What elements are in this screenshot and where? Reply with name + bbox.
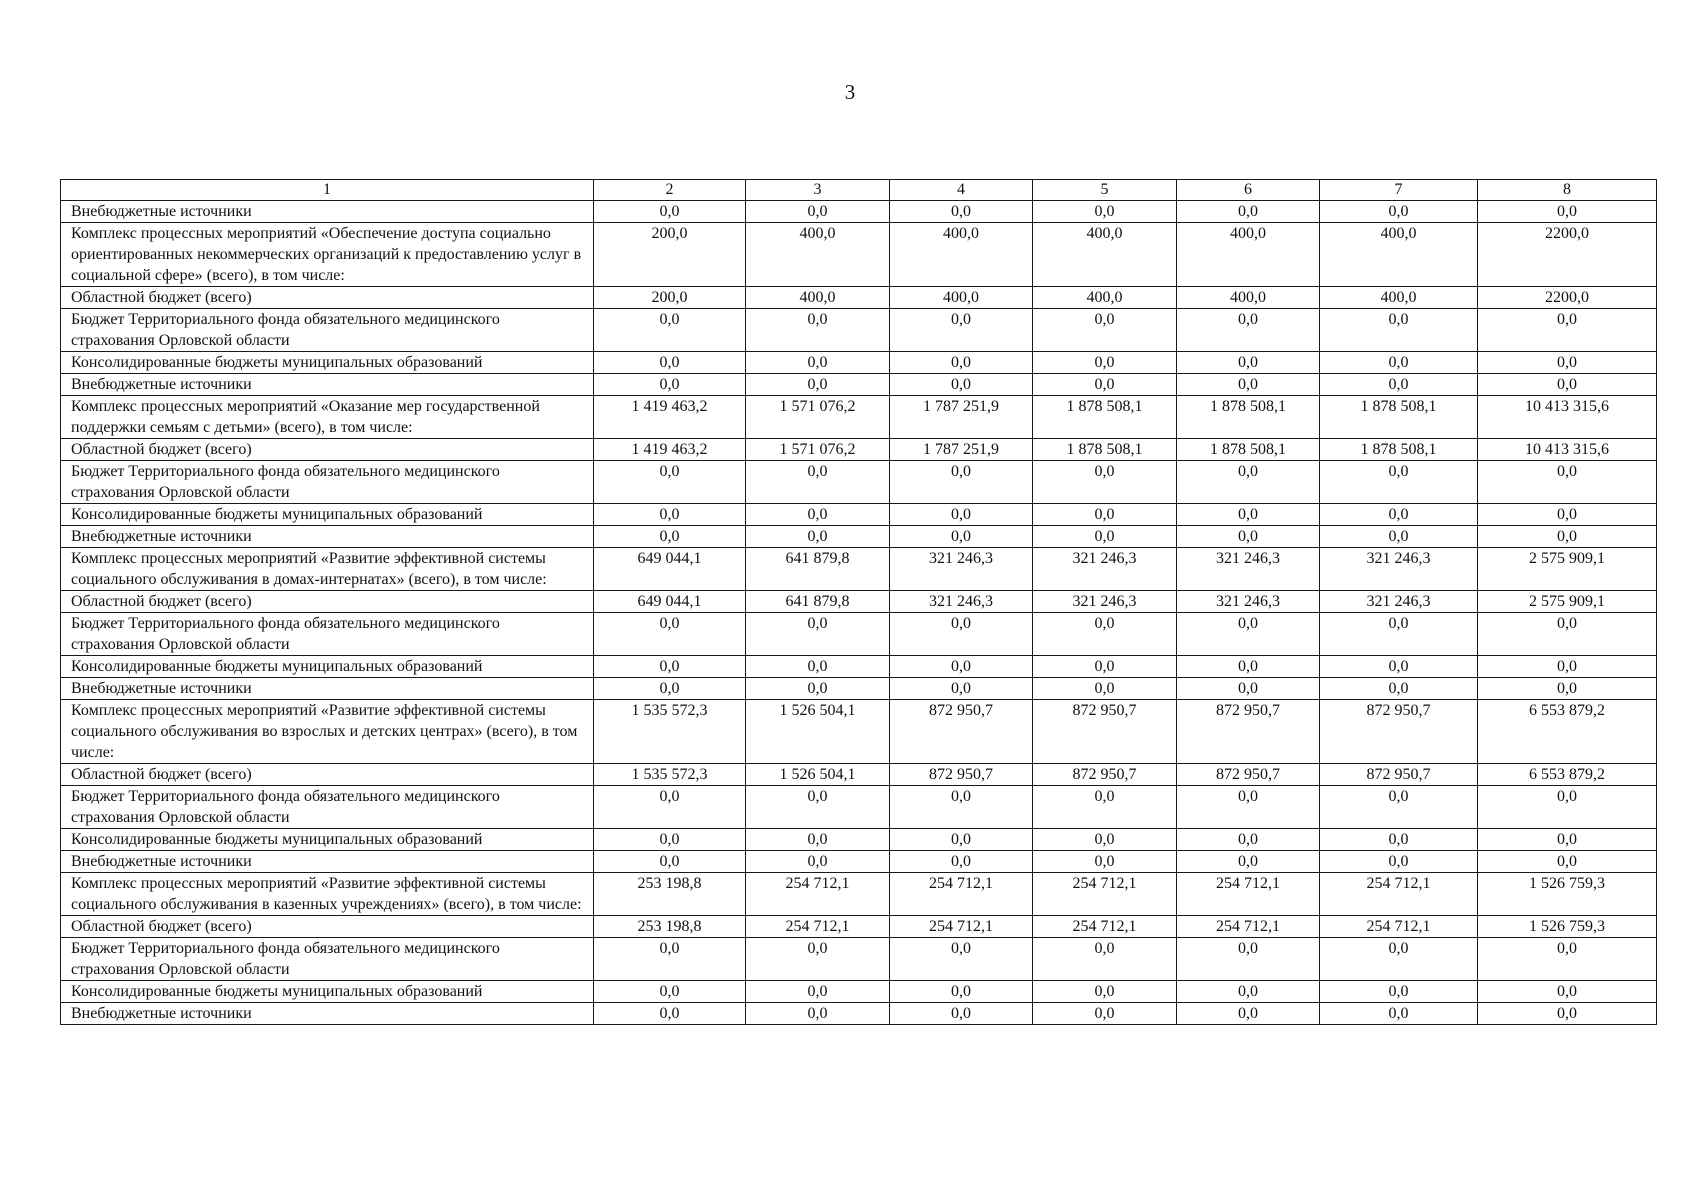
value-cell: 0,0 — [1033, 374, 1177, 396]
value-cell: 400,0 — [746, 223, 890, 287]
value-cell: 0,0 — [1320, 526, 1478, 548]
value-cell: 400,0 — [1177, 223, 1320, 287]
value-cell: 1 878 508,1 — [1320, 396, 1478, 439]
value-cell: 321 246,3 — [1033, 548, 1177, 591]
table-row — [61, 938, 1657, 981]
column-number-header: 4 — [890, 180, 1033, 201]
value-cell: 0,0 — [594, 829, 746, 851]
value-cell: 321 246,3 — [1320, 548, 1478, 591]
value-cell: 0,0 — [1320, 309, 1478, 352]
value-cell: 0,0 — [1320, 981, 1478, 1003]
value-cell: 0,0 — [1478, 829, 1657, 851]
value-cell: 0,0 — [1320, 1003, 1478, 1025]
row-label: Внебюджетные источники — [61, 201, 594, 223]
value-cell: 0,0 — [890, 851, 1033, 873]
value-cell: 1 526 504,1 — [746, 700, 890, 764]
value-cell: 0,0 — [746, 1003, 890, 1025]
value-cell: 872 950,7 — [1033, 764, 1177, 786]
table-row — [61, 287, 1657, 309]
value-cell: 649 044,1 — [594, 548, 746, 591]
value-cell: 0,0 — [1177, 504, 1320, 526]
row-label: Комплекс процессных мероприятий «Оказание мер государственной поддержки семьям с детьми» (всего), в том числе: — [61, 396, 594, 439]
column-number-header: 3 — [746, 180, 890, 201]
table-row — [61, 396, 1657, 439]
value-cell: 0,0 — [890, 309, 1033, 352]
value-cell: 0,0 — [746, 526, 890, 548]
value-cell: 0,0 — [594, 786, 746, 829]
row-label: Комплекс процессных мероприятий «Развитие эффективной системы социального обслуживания в домах-интернатах» (всего), в том числе: — [61, 548, 594, 591]
value-cell: 400,0 — [890, 223, 1033, 287]
row-label: Комплекс процессных мероприятий «Развитие эффективной системы социального обслуживания во взрослых и детских центрах» (всего), в том числе: — [61, 700, 594, 764]
table-row — [61, 786, 1657, 829]
value-cell: 0,0 — [1478, 526, 1657, 548]
value-cell: 0,0 — [594, 1003, 746, 1025]
table-row — [61, 309, 1657, 352]
value-cell: 0,0 — [1033, 786, 1177, 829]
value-cell: 0,0 — [890, 656, 1033, 678]
table-row — [61, 764, 1657, 786]
column-number-header: 7 — [1320, 180, 1478, 201]
value-cell: 0,0 — [890, 352, 1033, 374]
value-cell: 253 198,8 — [594, 916, 746, 938]
value-cell: 0,0 — [594, 352, 746, 374]
row-label: Областной бюджет (всего) — [61, 764, 594, 786]
row-label: Консолидированные бюджеты муниципальных образований — [61, 504, 594, 526]
row-label: Бюджет Территориального фонда обязательного медицинского страхования Орловской области — [61, 309, 594, 352]
budget-table — [60, 179, 1657, 1025]
row-label: Внебюджетные источники — [61, 678, 594, 700]
value-cell: 0,0 — [1177, 938, 1320, 981]
value-cell: 0,0 — [1478, 1003, 1657, 1025]
value-cell: 0,0 — [746, 656, 890, 678]
value-cell: 0,0 — [1177, 786, 1320, 829]
value-cell: 0,0 — [1177, 352, 1320, 374]
value-cell: 0,0 — [1033, 678, 1177, 700]
value-cell: 872 950,7 — [890, 764, 1033, 786]
value-cell: 0,0 — [890, 201, 1033, 223]
row-label: Областной бюджет (всего) — [61, 439, 594, 461]
value-cell: 0,0 — [746, 678, 890, 700]
value-cell: 0,0 — [746, 851, 890, 873]
value-cell: 0,0 — [1478, 374, 1657, 396]
table-row — [61, 439, 1657, 461]
value-cell: 0,0 — [594, 678, 746, 700]
column-number-header: 2 — [594, 180, 746, 201]
value-cell: 254 712,1 — [1177, 916, 1320, 938]
value-cell: 0,0 — [1177, 656, 1320, 678]
column-number-header: 6 — [1177, 180, 1320, 201]
value-cell: 321 246,3 — [1177, 591, 1320, 613]
value-cell: 0,0 — [594, 938, 746, 981]
table-row — [61, 1003, 1657, 1025]
value-cell: 1 419 463,2 — [594, 396, 746, 439]
value-cell: 0,0 — [1177, 1003, 1320, 1025]
row-label: Областной бюджет (всего) — [61, 591, 594, 613]
value-cell: 872 950,7 — [1320, 764, 1478, 786]
value-cell: 0,0 — [746, 352, 890, 374]
value-cell: 0,0 — [1033, 829, 1177, 851]
value-cell: 0,0 — [1478, 201, 1657, 223]
value-cell: 0,0 — [1177, 201, 1320, 223]
value-cell: 0,0 — [1478, 981, 1657, 1003]
value-cell: 0,0 — [594, 374, 746, 396]
value-cell: 1 526 759,3 — [1478, 873, 1657, 916]
value-cell: 0,0 — [1033, 526, 1177, 548]
value-cell: 0,0 — [1033, 981, 1177, 1003]
value-cell: 0,0 — [890, 829, 1033, 851]
value-cell: 0,0 — [890, 613, 1033, 656]
column-number-header: 8 — [1478, 180, 1657, 201]
value-cell: 321 246,3 — [1177, 548, 1320, 591]
table-row — [61, 352, 1657, 374]
table-row — [61, 201, 1657, 223]
value-cell: 0,0 — [1478, 786, 1657, 829]
row-label: Бюджет Территориального фонда обязательного медицинского страхования Орловской области — [61, 938, 594, 981]
value-cell: 1 787 251,9 — [890, 439, 1033, 461]
value-cell: 1 787 251,9 — [890, 396, 1033, 439]
value-cell: 254 712,1 — [890, 916, 1033, 938]
value-cell: 400,0 — [890, 287, 1033, 309]
value-cell: 0,0 — [890, 504, 1033, 526]
value-cell: 1 526 759,3 — [1478, 916, 1657, 938]
value-cell: 0,0 — [1177, 526, 1320, 548]
value-cell: 0,0 — [1033, 1003, 1177, 1025]
row-label: Комплекс процессных мероприятий «Развитие эффективной системы социального обслуживания в казенных учреждениях» (всего), в том числе: — [61, 873, 594, 916]
table-row — [61, 851, 1657, 873]
value-cell: 6 553 879,2 — [1478, 700, 1657, 764]
value-cell: 0,0 — [1033, 504, 1177, 526]
row-label: Консолидированные бюджеты муниципальных образований — [61, 829, 594, 851]
column-number-header: 5 — [1033, 180, 1177, 201]
value-cell: 0,0 — [1478, 504, 1657, 526]
value-cell: 0,0 — [1177, 829, 1320, 851]
value-cell: 253 198,8 — [594, 873, 746, 916]
value-cell: 0,0 — [890, 1003, 1033, 1025]
table-row — [61, 829, 1657, 851]
row-label: Внебюджетные источники — [61, 1003, 594, 1025]
value-cell: 0,0 — [746, 613, 890, 656]
header-row — [61, 180, 1657, 201]
table-row — [61, 374, 1657, 396]
row-label: Внебюджетные источники — [61, 851, 594, 873]
value-cell: 0,0 — [1320, 201, 1478, 223]
value-cell: 0,0 — [1033, 352, 1177, 374]
table-row — [61, 873, 1657, 916]
value-cell: 0,0 — [890, 461, 1033, 504]
value-cell: 641 879,8 — [746, 548, 890, 591]
value-cell: 254 712,1 — [890, 873, 1033, 916]
table-body — [61, 201, 1657, 1025]
table-row — [61, 526, 1657, 548]
value-cell: 0,0 — [1177, 613, 1320, 656]
value-cell: 400,0 — [1320, 287, 1478, 309]
value-cell: 0,0 — [1478, 938, 1657, 981]
row-label: Областной бюджет (всего) — [61, 916, 594, 938]
value-cell: 0,0 — [1033, 201, 1177, 223]
value-cell: 0,0 — [746, 374, 890, 396]
value-cell: 0,0 — [746, 786, 890, 829]
value-cell: 254 712,1 — [1320, 873, 1478, 916]
value-cell: 321 246,3 — [890, 548, 1033, 591]
value-cell: 1 571 076,2 — [746, 396, 890, 439]
value-cell: 0,0 — [890, 938, 1033, 981]
value-cell: 400,0 — [746, 287, 890, 309]
row-label: Внебюджетные источники — [61, 526, 594, 548]
value-cell: 254 712,1 — [1033, 873, 1177, 916]
value-cell: 0,0 — [1320, 938, 1478, 981]
value-cell: 872 950,7 — [1320, 700, 1478, 764]
value-cell: 0,0 — [1320, 851, 1478, 873]
value-cell: 641 879,8 — [746, 591, 890, 613]
value-cell: 872 950,7 — [1033, 700, 1177, 764]
value-cell: 0,0 — [1320, 786, 1478, 829]
value-cell: 0,0 — [1177, 981, 1320, 1003]
table-row — [61, 916, 1657, 938]
value-cell: 649 044,1 — [594, 591, 746, 613]
value-cell: 0,0 — [1177, 309, 1320, 352]
value-cell: 0,0 — [1320, 678, 1478, 700]
value-cell: 200,0 — [594, 287, 746, 309]
value-cell: 10 413 315,6 — [1478, 396, 1657, 439]
value-cell: 254 712,1 — [746, 873, 890, 916]
value-cell: 0,0 — [594, 504, 746, 526]
value-cell: 0,0 — [1320, 352, 1478, 374]
value-cell: 400,0 — [1033, 287, 1177, 309]
row-label: Бюджет Территориального фонда обязательного медицинского страхования Орловской области — [61, 461, 594, 504]
value-cell: 400,0 — [1033, 223, 1177, 287]
value-cell: 0,0 — [746, 309, 890, 352]
table-row — [61, 223, 1657, 287]
value-cell: 0,0 — [1320, 613, 1478, 656]
value-cell: 0,0 — [890, 678, 1033, 700]
value-cell: 0,0 — [1478, 352, 1657, 374]
value-cell: 400,0 — [1320, 223, 1478, 287]
value-cell: 1 878 508,1 — [1033, 439, 1177, 461]
value-cell: 0,0 — [1320, 374, 1478, 396]
value-cell: 0,0 — [890, 526, 1033, 548]
value-cell: 0,0 — [1177, 461, 1320, 504]
value-cell: 2200,0 — [1478, 287, 1657, 309]
table-row — [61, 656, 1657, 678]
value-cell: 0,0 — [890, 374, 1033, 396]
value-cell: 1 878 508,1 — [1177, 396, 1320, 439]
row-label: Консолидированные бюджеты муниципальных образований — [61, 352, 594, 374]
value-cell: 1 571 076,2 — [746, 439, 890, 461]
value-cell: 321 246,3 — [890, 591, 1033, 613]
value-cell: 0,0 — [1478, 613, 1657, 656]
row-label: Бюджет Территориального фонда обязательного медицинского страхования Орловской области — [61, 613, 594, 656]
value-cell: 0,0 — [746, 201, 890, 223]
table-header — [61, 180, 1657, 201]
table-row — [61, 678, 1657, 700]
value-cell: 0,0 — [1177, 851, 1320, 873]
value-cell: 0,0 — [890, 981, 1033, 1003]
value-cell: 0,0 — [1320, 461, 1478, 504]
value-cell: 0,0 — [746, 981, 890, 1003]
value-cell: 0,0 — [746, 938, 890, 981]
value-cell: 0,0 — [1033, 613, 1177, 656]
value-cell: 1 878 508,1 — [1033, 396, 1177, 439]
value-cell: 0,0 — [594, 851, 746, 873]
value-cell: 0,0 — [1478, 851, 1657, 873]
value-cell: 400,0 — [1177, 287, 1320, 309]
value-cell: 0,0 — [594, 656, 746, 678]
value-cell: 0,0 — [1033, 309, 1177, 352]
value-cell: 254 712,1 — [1320, 916, 1478, 938]
value-cell: 0,0 — [746, 504, 890, 526]
value-cell: 872 950,7 — [890, 700, 1033, 764]
value-cell: 1 878 508,1 — [1320, 439, 1478, 461]
row-label: Областной бюджет (всего) — [61, 287, 594, 309]
value-cell: 0,0 — [1478, 678, 1657, 700]
table-row — [61, 461, 1657, 504]
value-cell: 0,0 — [1478, 461, 1657, 504]
value-cell: 0,0 — [594, 201, 746, 223]
row-label: Консолидированные бюджеты муниципальных образований — [61, 981, 594, 1003]
table-row — [61, 548, 1657, 591]
value-cell: 872 950,7 — [1177, 700, 1320, 764]
value-cell: 2200,0 — [1478, 223, 1657, 287]
value-cell: 0,0 — [746, 829, 890, 851]
value-cell: 0,0 — [594, 309, 746, 352]
value-cell: 0,0 — [1033, 656, 1177, 678]
value-cell: 0,0 — [1320, 829, 1478, 851]
value-cell: 0,0 — [1478, 656, 1657, 678]
row-label: Комплекс процессных мероприятий «Обеспечение доступа социально ориентированных некоммерческих организаций к предоставлению услуг в социальной сфере» (всего), в том числе: — [61, 223, 594, 287]
row-label: Бюджет Территориального фонда обязательного медицинского страхования Орловской области — [61, 786, 594, 829]
value-cell: 1 419 463,2 — [594, 439, 746, 461]
value-cell: 0,0 — [1177, 374, 1320, 396]
table-row — [61, 700, 1657, 764]
value-cell: 6 553 879,2 — [1478, 764, 1657, 786]
value-cell: 0,0 — [1478, 309, 1657, 352]
value-cell: 0,0 — [1033, 938, 1177, 981]
value-cell: 321 246,3 — [1320, 591, 1478, 613]
table-row — [61, 613, 1657, 656]
table-row — [61, 981, 1657, 1003]
page-number: 3 — [844, 80, 856, 104]
value-cell: 2 575 909,1 — [1478, 548, 1657, 591]
value-cell: 1 526 504,1 — [746, 764, 890, 786]
value-cell: 254 712,1 — [746, 916, 890, 938]
value-cell: 0,0 — [1320, 656, 1478, 678]
table-row — [61, 591, 1657, 613]
value-cell: 0,0 — [1320, 504, 1478, 526]
table-row — [61, 504, 1657, 526]
value-cell: 0,0 — [890, 786, 1033, 829]
value-cell: 1 878 508,1 — [1177, 439, 1320, 461]
value-cell: 200,0 — [594, 223, 746, 287]
value-cell: 1 535 572,3 — [594, 764, 746, 786]
value-cell: 0,0 — [1177, 678, 1320, 700]
value-cell: 0,0 — [1033, 461, 1177, 504]
value-cell: 254 712,1 — [1033, 916, 1177, 938]
value-cell: 0,0 — [594, 461, 746, 504]
row-label: Внебюджетные источники — [61, 374, 594, 396]
value-cell: 0,0 — [594, 613, 746, 656]
value-cell: 1 535 572,3 — [594, 700, 746, 764]
value-cell: 321 246,3 — [1033, 591, 1177, 613]
value-cell: 2 575 909,1 — [1478, 591, 1657, 613]
value-cell: 872 950,7 — [1177, 764, 1320, 786]
value-cell: 10 413 315,6 — [1478, 439, 1657, 461]
value-cell: 254 712,1 — [1177, 873, 1320, 916]
value-cell: 0,0 — [594, 526, 746, 548]
value-cell: 0,0 — [1033, 851, 1177, 873]
value-cell: 0,0 — [746, 461, 890, 504]
value-cell: 0,0 — [594, 981, 746, 1003]
column-number-header: 1 — [61, 180, 594, 201]
row-label: Консолидированные бюджеты муниципальных образований — [61, 656, 594, 678]
